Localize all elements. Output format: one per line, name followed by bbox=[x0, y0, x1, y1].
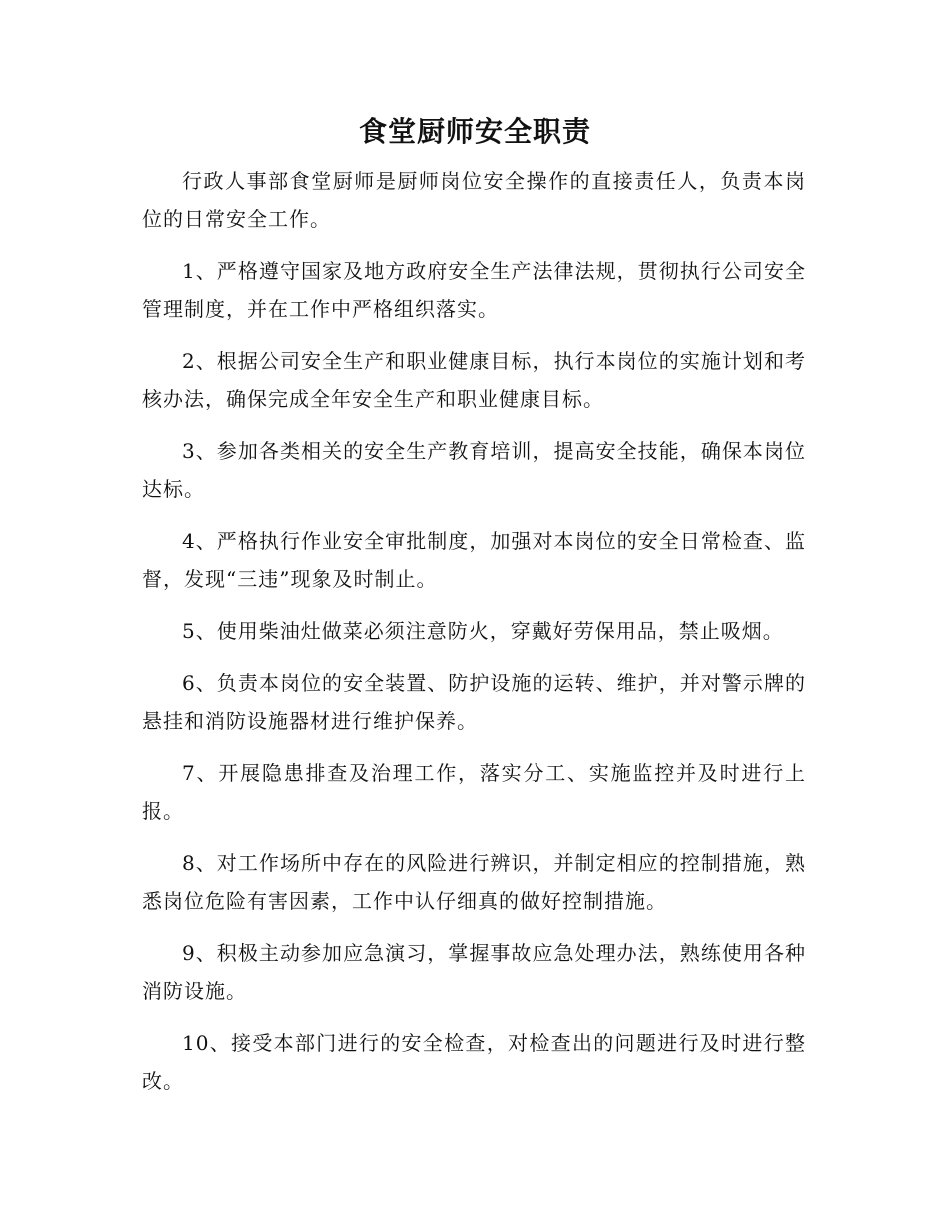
duty-item-7: 7、开展隐患排查及治理工作，落实分工、实施监控并及时进行上报。 bbox=[142, 761, 806, 823]
duty-item-9: 9、积极主动参加应急演习，掌握事故应急处理办法，熟练使用各种消防设施。 bbox=[142, 941, 806, 1003]
intro-paragraph: 行政人事部食堂厨师是厨师岗位安全操作的直接责任人，负责本岗位的日常安全工作。 bbox=[142, 169, 806, 231]
duty-item-2: 2、根据公司安全生产和职业健康目标，执行本岗位的实施计划和考核办法，确保完成全年安全生产和职业健康目标。 bbox=[142, 349, 806, 411]
document-body bbox=[142, 162, 806, 1114]
duty-item-6: 6、负责本岗位的安全装置、防护设施的运转、维护，并对警示牌的悬挂和消防设施器材进行维护保养。 bbox=[142, 671, 806, 733]
document-title: 食堂厨师安全职责 bbox=[358, 115, 591, 148]
duty-item-1: 1、严格遵守国家及地方政府安全生产法律法规，贯彻执行公司安全管理制度，并在工作中严格组织落实。 bbox=[142, 259, 806, 321]
duty-item-8: 8、对工作场所中存在的风险进行辨识，并制定相应的控制措施，熟悉岗位危险有害因素，工作中认仔细真的做好控制措施。 bbox=[142, 851, 806, 913]
duty-item-3: 3、参加各类相关的安全生产教育培训，提高安全技能，确保本岗位达标。 bbox=[142, 439, 806, 501]
duty-item-5: 5、使用柴油灶做菜必须注意防火，穿戴好劳保用品，禁止吸烟。 bbox=[182, 619, 784, 643]
duty-item-10: 10、接受本部门进行的安全检查，对检查出的问题进行及时进行整改。 bbox=[142, 1031, 806, 1093]
duty-item-4: 4、严格执行作业安全审批制度，加强对本岗位的安全日常检查、监督，发现“三违”现象及时制止。 bbox=[142, 529, 806, 591]
